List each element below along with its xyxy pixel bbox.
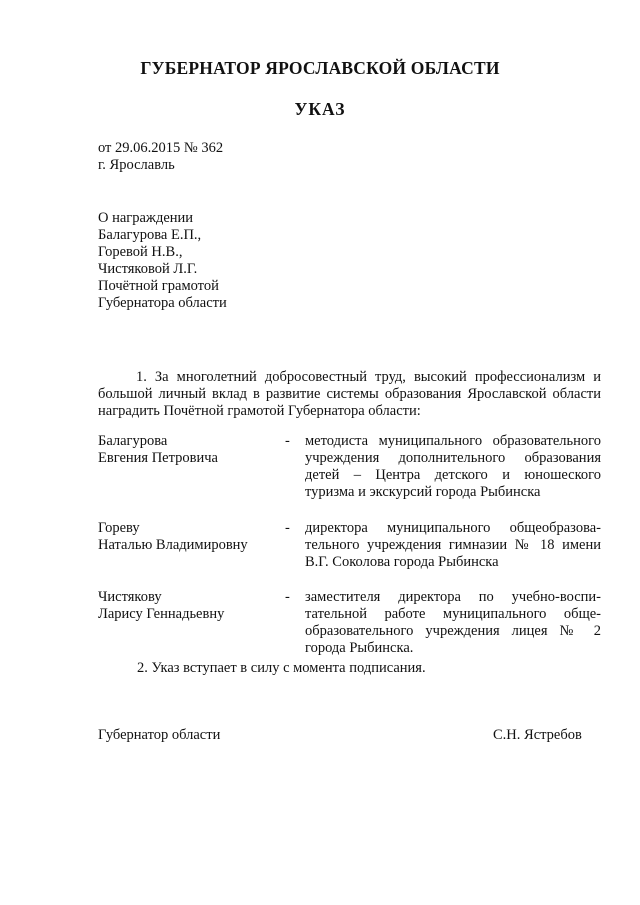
subject-line: Почётной грамотой xyxy=(98,278,219,294)
awardee-dash: - xyxy=(285,520,290,536)
subject-line: Губернатора области xyxy=(98,295,227,311)
city: г. Ярославль xyxy=(98,157,175,173)
date-number: от 29.06.2015 № 362 xyxy=(98,140,224,156)
description-line: тательной работе муниципального обще- xyxy=(305,606,601,622)
awardee-description xyxy=(305,589,601,657)
description-line: методиста муниципального образовательного xyxy=(305,433,601,449)
description-line: заместителя директора по учебно-воспи- xyxy=(305,589,601,605)
signatory-name: С.Н. Ястребов xyxy=(493,727,582,743)
subject-line: Горевой Н.В., xyxy=(98,244,183,260)
subject-line: Балагурова Е.П., xyxy=(98,227,202,243)
awardee-surname: Чистякову xyxy=(98,589,162,605)
subject-block xyxy=(98,210,227,312)
subject-line: О награждении xyxy=(98,210,194,226)
awardee-given-name: Евгения Петровича xyxy=(98,450,218,466)
awardee-surname: Балагурова xyxy=(98,433,168,449)
description-line: тельного учреждения гимназии № 18 имени xyxy=(305,537,601,553)
description-line: туризма и экскурсий города Рыбинска xyxy=(305,484,541,500)
description-line: города Рыбинска. xyxy=(305,640,414,656)
document-type: УКАЗ xyxy=(294,99,346,119)
awardee-name xyxy=(98,433,283,467)
description-line: учреждения дополнительного образования xyxy=(305,450,601,466)
subject-line: Чистяковой Л.Г. xyxy=(98,261,198,277)
signatory-position: Губернатор области xyxy=(98,727,221,743)
dateline xyxy=(98,140,223,174)
awardee-surname: Гореву xyxy=(98,520,140,536)
awardee-description xyxy=(305,520,601,571)
description-line: В.Г. Соколова города Рыбинска xyxy=(305,554,499,570)
awardee-description xyxy=(305,433,601,501)
awardee-given-name: Ларису Геннадьевну xyxy=(98,606,225,622)
document-title: ГУБЕРНАТОР ЯРОСЛАВСКОЙ ОБЛАСТИ xyxy=(140,58,500,78)
awardee-given-name: Наталью Владимировну xyxy=(98,537,248,553)
description-line: директора муниципального общеобразова- xyxy=(305,520,601,536)
awardee-dash: - xyxy=(285,589,290,605)
description-line: детей – Центра детского и юношеского xyxy=(305,467,601,483)
description-line: образовательного учреждения лицея № 2 xyxy=(305,623,601,639)
awardee-name xyxy=(98,520,283,554)
awardee-dash: - xyxy=(285,433,290,449)
paragraph-1: 1. За многолетний добросовестный труд, высокий профессионализм и большой личный вклад в развитие системы образования Ярославской области наградить Почётной грамотой Губернатора области: xyxy=(98,369,601,419)
awardee-name xyxy=(98,589,283,623)
paragraph-2: 2. Указ вступает в силу с момента подписания. xyxy=(137,660,426,676)
